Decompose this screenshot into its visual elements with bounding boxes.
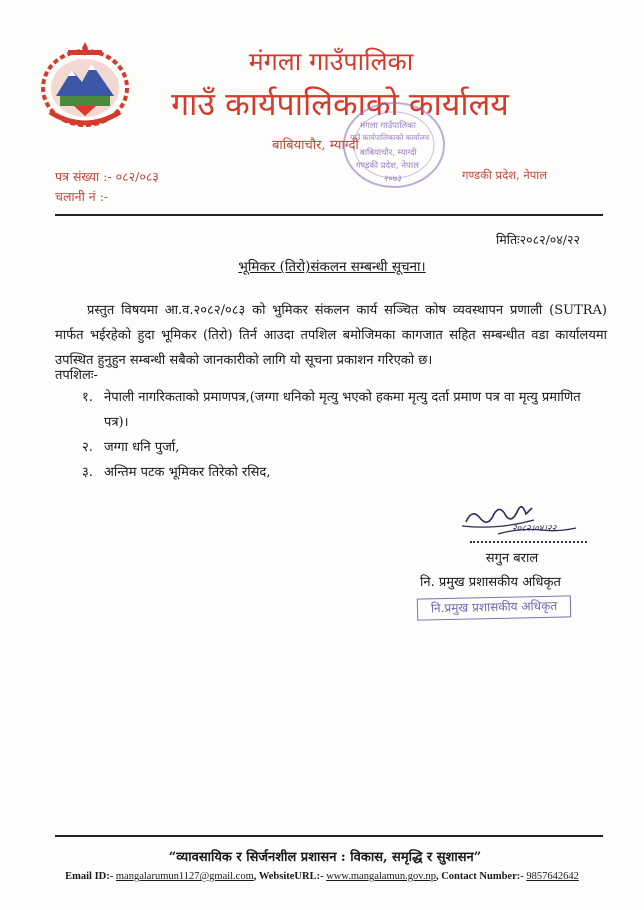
stamp-text: २०७३ — [384, 174, 402, 184]
subject-text: भूमिकर (तिरो)संकलन सम्बन्धी सूचना। — [238, 259, 426, 275]
signature-line — [470, 541, 587, 543]
letter-number: पत्र संख्या :- ०८२/०८३ — [55, 169, 159, 184]
phone-number[interactable]: 9857642642 — [526, 871, 579, 882]
office-round-stamp — [338, 95, 450, 195]
title-stamp: नि.प्रमुख प्रशासकीय अधिकृत — [417, 595, 571, 620]
signer-name: सगुन बराल — [485, 551, 539, 566]
list-number: २. — [82, 440, 93, 455]
list-item-text: अन्तिम पटक भूमिकर तिरेको रसिद, — [104, 465, 271, 480]
list-item-text: नेपाली नागरिकताको प्रमाणपत्र,(जग्गा धनिको मृत्यु भएको हकमा मृत्यु दर्ता प्रमाण पत्र वा मृत्यु प्रमाणित पत्र)। — [104, 390, 581, 430]
header-divider — [55, 214, 603, 216]
list-item — [82, 460, 607, 485]
footer-divider — [55, 835, 603, 837]
list-number: ३. — [82, 465, 93, 480]
list-item-text: जग्गा धनि पुर्जा, — [104, 440, 180, 455]
notice-subject — [0, 257, 644, 275]
notice-body: प्रस्तुत विषयमा आ.व.२०८२/०८३ को भुमिकर संकलन कार्य सञ्चित कोष व्यवस्थापन प्रणाली (SUTRA) मार्फत भईरहेको हुदा भूमिकर (तिरो) तिर्न आउदा तपशिल बमोजिमका कागजात सहित सम्बन्धीत वडा कार्यालयमा उपस्थित हुनुहुन सम्बन्धी सबैको जानकारीको लागि यो सूचना प्रकाशन गरिएको छ। — [55, 303, 607, 368]
website-label: , WebsiteURL:- — [253, 871, 324, 882]
signature-date: २०८२।०४।२२ — [512, 524, 557, 534]
stamp-text: गण्डकी प्रदेश, नेपाल — [356, 161, 419, 171]
footer-slogan: “व्यावसायिक र सिर्जनशील प्रशासन : विकास, समृद्धि र सुशासन” — [168, 850, 482, 865]
stamp-text: बाबियाचौर, म्याग्दी — [360, 148, 417, 158]
list-item — [82, 435, 607, 460]
org-name: मंगला गाउँपालिका — [248, 47, 414, 76]
email-link[interactable]: mangalarumun1127@gmail.com — [115, 871, 254, 882]
dispatch-number: चलानी नं :- — [55, 189, 109, 204]
office-location: बाबियाचौर, म्याग्दी — [272, 138, 359, 153]
requirements-list — [82, 385, 607, 485]
notice-date: मितिः२०८२/०४/२२ — [496, 232, 581, 247]
website-link[interactable]: www.mangalamun.gov.np — [326, 871, 436, 882]
signer-title: नि. प्रमुख प्रशासकीय अधिकृत — [420, 575, 561, 590]
handwritten-signature — [458, 500, 588, 538]
footer-contact — [0, 871, 644, 882]
stamp-text: मंगला गाउँपालिका — [360, 121, 416, 131]
office-name: गाउँ कार्यपालिकाको कार्यालय — [171, 85, 509, 123]
list-item — [82, 385, 607, 435]
details-label: तपशिलः- — [55, 368, 98, 383]
contact-label: , Contact Number:- — [435, 871, 524, 882]
stamp-text: गाउँ कार्यपालिकाको कार्यालय — [350, 133, 430, 142]
province-name: गण्डकी प्रदेश, नेपाल — [462, 168, 548, 182]
list-number: १. — [82, 390, 93, 405]
email-label: Email ID:- — [65, 871, 114, 882]
